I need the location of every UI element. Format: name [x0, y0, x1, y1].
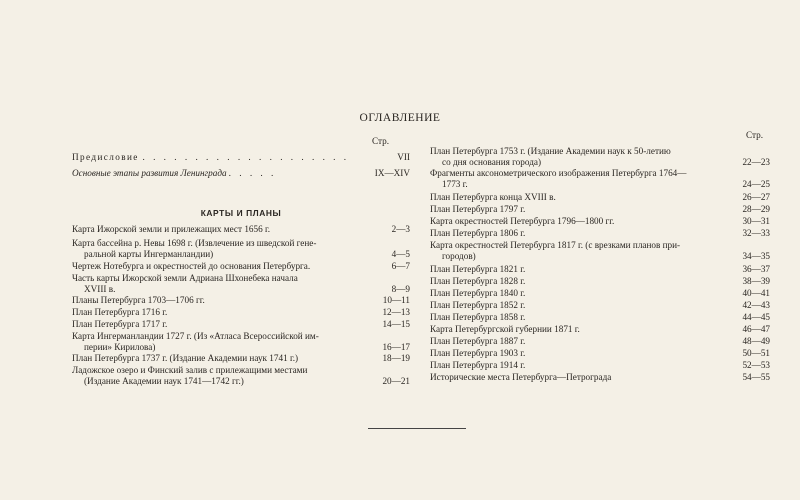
- toc-entry-title: Карта Ингерманландии 1727 г. (Из «Атласа Всероссийской им-: [72, 331, 319, 341]
- toc-entry-title: городов): [442, 251, 476, 262]
- toc-entry-title: Часть карты Ижорской земли Адриана Шхонебека начала: [72, 273, 298, 283]
- toc-entry-title: План Петербурга 1821 г.: [430, 264, 526, 274]
- toc-entry-title: Ладожское озеро и Финский залив с прилежащими местами: [72, 365, 308, 375]
- toc-entry-page: 6—7: [391, 261, 410, 271]
- toc-entry-page: 12—13: [382, 307, 410, 317]
- toc-entry: [430, 288, 770, 299]
- toc-entry-title: Карта окрестностей Петербурга 1796—1800 гг.: [430, 216, 615, 226]
- toc-entry: [430, 360, 770, 371]
- toc-entry-title: План Петербурга 1914 г.: [430, 360, 526, 370]
- toc-entry-page: 22—23: [742, 157, 770, 168]
- toc-entry-title: ральной карты Ингерманландии): [84, 249, 214, 260]
- toc-entry-page: 26—27: [742, 192, 770, 202]
- toc-entry-page: 46—47: [742, 324, 770, 334]
- toc-entry-page: 30—31: [742, 216, 770, 226]
- toc-entry-title: Карта Петербургской губернии 1871 г.: [430, 324, 580, 334]
- toc-entry-page: 44—45: [742, 312, 770, 322]
- toc-entry: [72, 238, 410, 261]
- toc-entry-page: 34—35: [742, 251, 770, 262]
- toc-entry-page: 14—15: [382, 319, 410, 329]
- toc-entry: [72, 353, 410, 364]
- toc-entry: [430, 192, 770, 203]
- toc-entry-title: План Петербурга 1753 г. (Издание Академии наук к 50-летию: [430, 146, 671, 156]
- toc-entry: [430, 336, 770, 347]
- toc-entry-title: План Петербурга 1716 г.: [72, 307, 168, 317]
- toc-entry-page: 2—3: [391, 224, 410, 234]
- toc-entry: [430, 300, 770, 311]
- toc-entry-page: 20—21: [382, 376, 410, 387]
- footer-divider: [368, 428, 466, 429]
- toc-entry-page: 28—29: [742, 204, 770, 214]
- toc-entry-title: XVIII в.: [84, 284, 116, 295]
- toc-entry-page: 50—51: [742, 348, 770, 358]
- toc-entry-title: со дня основания города): [442, 157, 542, 168]
- toc-entry: [72, 273, 410, 296]
- toc-entry-page: 48—49: [742, 336, 770, 346]
- toc-entry-title: План Петербурга 1840 г.: [430, 288, 526, 298]
- toc-entry-title: Основные этапы развития Ленинграда . . . . .: [72, 168, 277, 178]
- section-heading: КАРТЫ И ПЛАНЫ: [200, 208, 282, 218]
- toc-entry-title: План Петербурга 1806 г.: [430, 228, 526, 238]
- toc-entry-title: План Петербурга 1903 г.: [430, 348, 526, 358]
- toc-entry-title: План Петербурга 1797 г.: [430, 204, 526, 214]
- toc-entry: [430, 240, 770, 263]
- toc-entry: [430, 372, 770, 383]
- toc-entry-title: 1773 г.: [442, 179, 468, 190]
- toc-entry-title: План Петербурга 1737 г. (Издание Академии наук 1741 г.): [72, 353, 299, 363]
- toc-entry-page: 54—55: [742, 372, 770, 382]
- toc-entry-title: перии» Кирилова): [84, 342, 156, 353]
- toc-entry-page: 18—19: [382, 353, 410, 363]
- toc-entry: [72, 261, 410, 272]
- toc-entry-page: 32—33: [742, 228, 770, 238]
- toc-entry-title: План Петербурга 1852 г.: [430, 300, 526, 310]
- toc-entry-title: Чертеж Нотебурга и окрестностей до основания Петербурга.: [72, 261, 311, 271]
- toc-entry: [430, 264, 770, 275]
- toc-entry-title: Фрагменты аксонометрического изображения Петербурга 1764—: [430, 168, 687, 178]
- toc-entry: [72, 365, 410, 388]
- page-column-label: Стр.: [746, 130, 764, 140]
- toc-entry: [430, 216, 770, 227]
- toc-entry-page: 42—43: [742, 300, 770, 310]
- toc-entry: [430, 276, 770, 287]
- page-column-label: Стр.: [372, 136, 390, 146]
- toc-entry: [72, 319, 410, 330]
- toc-entry: [72, 331, 410, 354]
- toc-entry-page: 38—39: [742, 276, 770, 286]
- toc-entry-title: Предисловие . . . . . . . . . . . . . . . . . . . .: [72, 152, 350, 162]
- toc-entry: [430, 312, 770, 323]
- toc-entry-title: План Петербурга 1828 г.: [430, 276, 526, 286]
- toc-entry: [430, 324, 770, 335]
- toc-entry-page: 10—11: [382, 295, 410, 305]
- toc-entry: [72, 168, 410, 179]
- toc-entry-title: План Петербурга 1717 г.: [72, 319, 168, 329]
- toc-entry: [430, 146, 770, 169]
- toc-entry-title: Карта Ижорской земли и прилежащих мест 1656 г.: [72, 224, 271, 234]
- toc-entry: [72, 224, 410, 235]
- page-title: ОГЛАВЛЕНИЕ: [359, 112, 441, 124]
- toc-entry-title: Планы Петербурга 1703—1706 гг.: [72, 295, 205, 305]
- toc-entry-page: 52—53: [742, 360, 770, 370]
- toc-entry-title: План Петербурга 1887 г.: [430, 336, 526, 346]
- toc-entry: [72, 307, 410, 318]
- toc-entry-page: 4—5: [391, 249, 410, 260]
- toc-entry-page: 24—25: [742, 179, 770, 190]
- toc-entry-title: Карта окрестностей Петербурга 1817 г. (с врезками планов при-: [430, 240, 681, 250]
- toc-entry-title: План Петербурга 1858 г.: [430, 312, 526, 322]
- toc-entry-page: IX—XIV: [374, 168, 410, 178]
- toc-entry: [430, 168, 770, 191]
- toc-entry: [72, 295, 410, 306]
- toc-entry: [430, 348, 770, 359]
- toc-entry: [430, 204, 770, 215]
- toc-entry-page: 36—37: [742, 264, 770, 274]
- toc-entry-title: Карта бассейна р. Невы 1698 г. (Извлечение из шведской гене-: [72, 238, 317, 248]
- toc-entry-title: План Петербурга конца XVIII в.: [430, 192, 556, 202]
- toc-entry: [72, 152, 410, 163]
- toc-entry-page: 16—17: [382, 342, 410, 353]
- toc-entry: [430, 228, 770, 239]
- toc-entry-page: 40—41: [742, 288, 770, 298]
- toc-entry-page: 8—9: [391, 284, 410, 295]
- toc-entry-title: Исторические места Петербурга—Петрограда: [430, 372, 612, 382]
- toc-entry-title: (Издание Академии наук 1741—1742 гг.): [84, 376, 244, 387]
- toc-entry-page: VII: [397, 152, 410, 162]
